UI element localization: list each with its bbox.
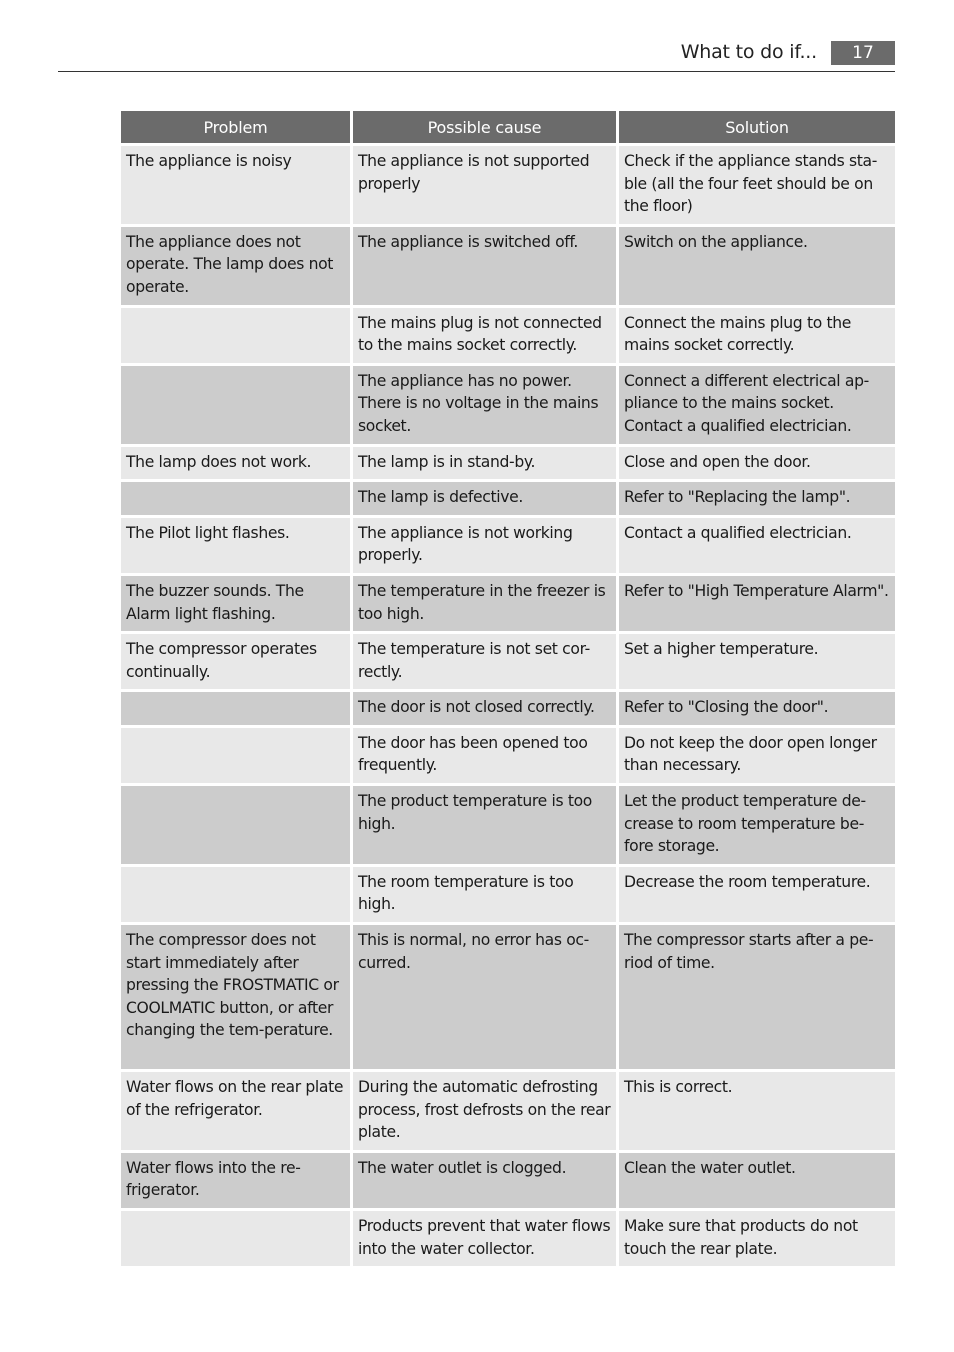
problem-cell bbox=[121, 366, 350, 444]
problem-cell: The appliance is noisy bbox=[121, 146, 350, 224]
cause-cell: The temperature in the freezer is too high. bbox=[353, 576, 616, 631]
cause-cell: The lamp is defective. bbox=[353, 482, 616, 515]
problem-cell: The Pilot light flashes. bbox=[121, 518, 350, 573]
table-row bbox=[121, 308, 895, 363]
solution-cell: Refer to "Replacing the lamp". bbox=[619, 482, 895, 515]
problem-cell: Water flows into the re-frigerator. bbox=[121, 1153, 350, 1208]
table-row bbox=[121, 1072, 895, 1150]
problem-cell bbox=[121, 1211, 350, 1266]
solution-cell: Switch on the appliance. bbox=[619, 227, 895, 305]
column-header-possible-cause: Possible cause bbox=[353, 111, 616, 143]
troubleshooting-table bbox=[118, 108, 898, 1269]
problem-cell: The appliance does not operate. The lamp does not operate. bbox=[121, 227, 350, 305]
solution-cell: Refer to "High Temperature Alarm". bbox=[619, 576, 895, 631]
cause-cell: The room temperature is too high. bbox=[353, 867, 616, 922]
table-row bbox=[121, 1153, 895, 1208]
table-header-row bbox=[121, 111, 895, 143]
cause-cell: The door has been opened too frequently. bbox=[353, 728, 616, 783]
problem-cell: The compressor operates continually. bbox=[121, 634, 350, 689]
table-row bbox=[121, 366, 895, 444]
problem-cell bbox=[121, 692, 350, 725]
solution-cell: Let the product temperature de-crease to room temperature be-fore storage. bbox=[619, 786, 895, 864]
cause-cell: The lamp is in stand-by. bbox=[353, 447, 616, 480]
solution-cell: Make sure that products do not touch the rear plate. bbox=[619, 1211, 895, 1266]
cause-cell: The appliance is not supported properly bbox=[353, 146, 616, 224]
cause-cell: The appliance is not working properly. bbox=[353, 518, 616, 573]
table-row bbox=[121, 518, 895, 573]
problem-cell bbox=[121, 308, 350, 363]
solution-cell: Do not keep the door open longer than necessary. bbox=[619, 728, 895, 783]
table-row bbox=[121, 447, 895, 480]
column-header-problem: Problem bbox=[121, 111, 350, 143]
cause-cell: During the automatic defrosting process, frost defrosts on the rear plate. bbox=[353, 1072, 616, 1150]
table-row bbox=[121, 728, 895, 783]
cause-cell: The temperature is not set cor-rectly. bbox=[353, 634, 616, 689]
cause-cell: The water outlet is clogged. bbox=[353, 1153, 616, 1208]
solution-cell: Connect the mains plug to the mains socket correctly. bbox=[619, 308, 895, 363]
solution-cell: Contact a qualified electrician. bbox=[619, 518, 895, 573]
table-row bbox=[121, 576, 895, 631]
solution-cell: Clean the water outlet. bbox=[619, 1153, 895, 1208]
table-row bbox=[121, 925, 895, 1069]
table-row bbox=[121, 1211, 895, 1266]
troubleshooting-table-container bbox=[121, 111, 895, 1266]
solution-cell: The compressor starts after a pe-riod of time. bbox=[619, 925, 895, 1069]
section-title: What to do if... bbox=[680, 41, 817, 63]
solution-cell: Decrease the room temperature. bbox=[619, 867, 895, 922]
cause-cell: The mains plug is not connected to the mains socket correctly. bbox=[353, 308, 616, 363]
solution-cell: Close and open the door. bbox=[619, 447, 895, 480]
problem-cell: The lamp does not work. bbox=[121, 447, 350, 480]
problem-cell: The buzzer sounds. The Alarm light flashing. bbox=[121, 576, 350, 631]
table-row bbox=[121, 786, 895, 864]
problem-cell bbox=[121, 482, 350, 515]
problem-cell bbox=[121, 786, 350, 864]
solution-cell: Check if the appliance stands sta-ble (all the four feet should be on the floor) bbox=[619, 146, 895, 224]
cause-cell: Products prevent that water flows into the water collector. bbox=[353, 1211, 616, 1266]
cause-cell: This is normal, no error has oc-curred. bbox=[353, 925, 616, 1069]
cause-cell: The door is not closed correctly. bbox=[353, 692, 616, 725]
table-row bbox=[121, 634, 895, 689]
table-row bbox=[121, 146, 895, 224]
solution-cell: Refer to "Closing the door". bbox=[619, 692, 895, 725]
table-row bbox=[121, 227, 895, 305]
cause-cell: The product temperature is too high. bbox=[353, 786, 616, 864]
solution-cell: Connect a different electrical ap-pliance to the mains socket. Contact a qualified electrician. bbox=[619, 366, 895, 444]
problem-cell bbox=[121, 867, 350, 922]
cause-cell: The appliance has no power. There is no voltage in the mains socket. bbox=[353, 366, 616, 444]
problem-cell bbox=[121, 728, 350, 783]
page-header bbox=[58, 38, 895, 72]
table-row bbox=[121, 482, 895, 515]
solution-cell: This is correct. bbox=[619, 1072, 895, 1150]
table-row bbox=[121, 692, 895, 725]
solution-cell: Set a higher temperature. bbox=[619, 634, 895, 689]
problem-cell: Water flows on the rear plate of the refrigerator. bbox=[121, 1072, 350, 1150]
table-row bbox=[121, 867, 895, 922]
column-header-solution: Solution bbox=[619, 111, 895, 143]
page-number-badge: 17 bbox=[831, 41, 895, 65]
problem-cell: The compressor does not start immediately after pressing the FROSTMATIC or COOLMATIC button, or after changing the tem-perature. bbox=[121, 925, 350, 1069]
cause-cell: The appliance is switched off. bbox=[353, 227, 616, 305]
